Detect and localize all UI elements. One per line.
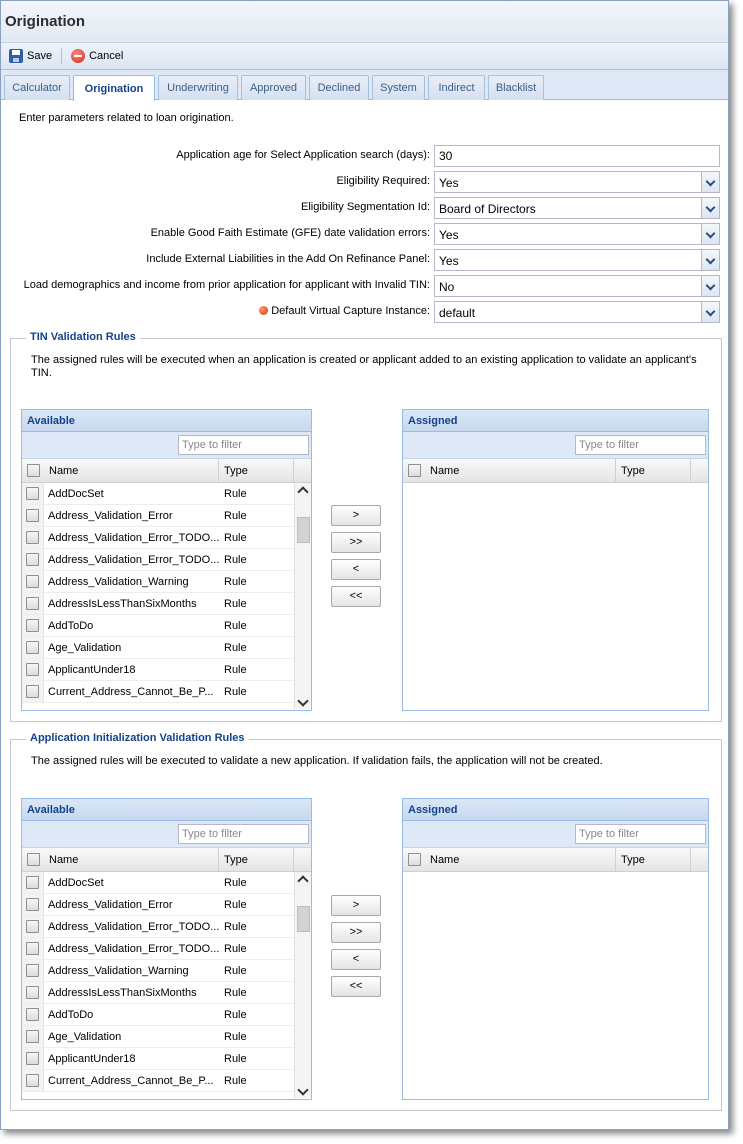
intro-text: Enter parameters related to loan origination.	[19, 112, 234, 124]
rule-name: Current_Address_Cannot_Be_P...	[48, 686, 214, 698]
row-checkbox-cell	[22, 505, 44, 526]
field-row-load-demographics	[1, 275, 728, 297]
row-checkbox-cell	[22, 982, 44, 1003]
row-checkbox[interactable]	[26, 641, 39, 654]
row-checkbox-cell	[22, 916, 44, 937]
eligibility-required-label: Eligibility Required:	[336, 175, 430, 187]
rule-type: Rule	[224, 532, 247, 544]
field-row-external-liabilities	[1, 249, 728, 271]
list-item[interactable]	[22, 916, 311, 938]
save-button[interactable]	[6, 47, 55, 65]
name-column-header[interactable]: Name	[425, 459, 616, 482]
toolbar-separator	[61, 48, 62, 64]
available-filter-input[interactable]	[178, 435, 309, 455]
available-panel-header: Available	[22, 799, 311, 821]
filter-bar	[22, 821, 311, 848]
rule-type: Rule	[224, 987, 247, 999]
init-validation-description: The assigned rules will be executed to validate a new application. If validation fails, the application will not be created.	[31, 755, 603, 767]
vertical-scrollbar[interactable]	[294, 483, 311, 709]
virtual-capture-select[interactable]	[434, 301, 720, 323]
eligibility-required-select[interactable]	[434, 171, 720, 193]
rule-name: Address_Validation_Warning	[48, 965, 189, 977]
tin-validation-group	[10, 331, 722, 722]
list-item[interactable]	[22, 593, 311, 615]
list-item[interactable]	[22, 894, 311, 916]
rule-name: AddressIsLessThanSixMonths	[48, 987, 197, 999]
cancel-label: Cancel	[89, 50, 124, 62]
row-checkbox[interactable]	[26, 531, 39, 544]
rule-type: Rule	[224, 1009, 247, 1021]
app-age-input[interactable]	[434, 145, 720, 167]
available-panel-header: Available	[22, 410, 311, 432]
gfe-validation-label: Enable Good Faith Estimate (GFE) date validation errors:	[150, 227, 430, 239]
row-checkbox-cell	[22, 1048, 44, 1069]
available-column-header	[22, 848, 311, 872]
row-checkbox-cell	[22, 938, 44, 959]
remove-rule-button[interactable]: <	[331, 949, 381, 970]
rule-name: AddressIsLessThanSixMonths	[48, 598, 197, 610]
chevron-down-icon	[706, 229, 716, 239]
virtual-capture-label: Default Virtual Capture Instance:	[271, 305, 430, 317]
row-checkbox[interactable]	[26, 964, 39, 977]
rule-name: Address_Validation_Error_TODO...	[48, 943, 220, 955]
rule-name: Age_Validation	[48, 1031, 122, 1043]
tab-approved[interactable]: Approved	[241, 75, 306, 100]
row-checkbox[interactable]	[26, 487, 39, 500]
tin-validation-legend: TIN Validation Rules	[26, 331, 140, 343]
assigned-column-header	[403, 848, 708, 872]
rule-type: Rule	[224, 965, 247, 977]
remove-all-rules-button[interactable]: <<	[331, 586, 381, 607]
init-available-panel	[21, 798, 312, 1100]
load-demographics-select[interactable]	[434, 275, 720, 297]
tab-bar	[1, 70, 728, 100]
available-rule-list	[22, 483, 311, 709]
scroll-up-icon[interactable]	[297, 486, 308, 497]
list-item[interactable]	[22, 1004, 311, 1026]
row-checkbox-cell	[22, 960, 44, 981]
row-checkbox[interactable]	[26, 663, 39, 676]
row-checkbox-cell	[22, 549, 44, 570]
init-validation-legend: Application Initialization Validation Rules	[26, 732, 249, 744]
row-checkbox[interactable]	[26, 1008, 39, 1021]
field-row-gfe-validation	[1, 223, 728, 245]
list-item[interactable]	[22, 938, 311, 960]
tab-calculator[interactable]: Calculator	[4, 75, 70, 100]
scroll-down-icon[interactable]	[297, 1084, 308, 1095]
row-checkbox-cell	[22, 637, 44, 658]
rule-name: Age_Validation	[48, 642, 122, 654]
scrollbar-thumb[interactable]	[297, 906, 310, 932]
row-checkbox[interactable]	[26, 1074, 39, 1087]
add-all-rules-button[interactable]: >>	[331, 922, 381, 943]
field-row-app-age	[1, 145, 728, 167]
rule-name: Address_Validation_Error_TODO...	[48, 921, 220, 933]
rule-type: Rule	[224, 642, 247, 654]
tab-declined[interactable]: Declined	[309, 75, 369, 100]
tab-indirect[interactable]: Indirect	[428, 75, 485, 100]
virtual-capture-dropdown-trigger[interactable]	[701, 302, 719, 322]
row-checkbox[interactable]	[26, 876, 39, 889]
row-checkbox[interactable]	[26, 942, 39, 955]
list-item[interactable]	[22, 872, 311, 894]
rule-name: ApplicantUnder18	[48, 1053, 136, 1065]
row-checkbox-cell	[22, 894, 44, 915]
rule-type: Rule	[224, 488, 247, 500]
chevron-down-icon	[706, 281, 716, 291]
rule-name: Address_Validation_Error	[48, 899, 173, 911]
row-checkbox[interactable]	[26, 553, 39, 566]
row-checkbox[interactable]	[26, 597, 39, 610]
gfe-validation-value: Yes	[439, 228, 459, 242]
list-item[interactable]	[22, 637, 311, 659]
load-demographics-dropdown-trigger[interactable]	[701, 276, 719, 296]
list-item[interactable]	[22, 1048, 311, 1070]
row-checkbox-cell	[22, 659, 44, 680]
external-liabilities-value: Yes	[439, 254, 459, 268]
rule-name: ApplicantUnder18	[48, 664, 136, 676]
name-column-header[interactable]: Name	[425, 848, 616, 871]
rule-name: AddToDo	[48, 1009, 94, 1021]
rule-type: Rule	[224, 921, 247, 933]
init-validation-group	[10, 732, 722, 1111]
tab-blacklist[interactable]: Blacklist	[488, 75, 544, 100]
row-checkbox-cell	[22, 872, 44, 893]
row-checkbox[interactable]	[26, 619, 39, 632]
tin-assigned-panel	[402, 409, 709, 711]
row-checkbox-cell	[22, 1070, 44, 1091]
row-checkbox-cell	[22, 527, 44, 548]
chevron-down-icon	[706, 203, 716, 213]
row-checkbox-cell	[22, 593, 44, 614]
list-item[interactable]	[22, 1070, 311, 1092]
list-item[interactable]	[22, 960, 311, 982]
type-column-header[interactable]: Type	[219, 459, 294, 482]
field-row-virtual-capture	[1, 301, 728, 323]
tab-system[interactable]: System	[372, 75, 425, 100]
select-all-checkbox[interactable]	[27, 853, 40, 866]
rule-name: Address_Validation_Error_TODO...	[48, 532, 220, 544]
eligibility-segmentation-value: Board of Directors	[439, 202, 536, 216]
list-item[interactable]	[22, 982, 311, 1004]
list-item[interactable]	[22, 483, 311, 505]
rule-type: Rule	[224, 877, 247, 889]
save-label: Save	[27, 50, 53, 62]
row-checkbox[interactable]	[26, 509, 39, 522]
rule-type: Rule	[224, 620, 247, 632]
tin-validation-description: The assigned rules will be executed when an application is created or applicant added to an existing application to validate an applicant's TIN.	[31, 354, 697, 379]
external-liabilities-label: Include External Liabilities in the Add On Refinance Panel:	[146, 253, 430, 265]
select-all-checkbox[interactable]	[27, 464, 40, 477]
available-column-header	[22, 459, 311, 483]
list-item[interactable]	[22, 1026, 311, 1048]
rule-type: Rule	[224, 1031, 247, 1043]
assigned-filter-input[interactable]	[575, 435, 706, 455]
row-checkbox-cell	[22, 615, 44, 636]
rule-type: Rule	[224, 664, 247, 676]
tin-available-panel	[21, 409, 312, 711]
filter-bar	[403, 821, 708, 848]
row-checkbox-cell	[22, 483, 44, 504]
cancel-icon	[71, 49, 85, 63]
rule-type: Rule	[224, 510, 247, 522]
available-filter-input[interactable]	[178, 824, 309, 844]
gfe-validation-dropdown-trigger[interactable]	[701, 224, 719, 244]
rule-type: Rule	[224, 899, 247, 911]
rule-name: AddToDo	[48, 620, 94, 632]
rule-type: Rule	[224, 1075, 247, 1087]
list-item[interactable]	[22, 615, 311, 637]
field-row-eligibility-required	[1, 171, 728, 193]
rule-type: Rule	[224, 554, 247, 566]
rule-name: AddDocSet	[48, 877, 104, 889]
list-item[interactable]	[22, 505, 311, 527]
list-item[interactable]	[22, 681, 311, 703]
eligibility-required-dropdown-trigger[interactable]	[701, 172, 719, 192]
assigned-panel-header: Assigned	[403, 410, 708, 432]
rule-type: Rule	[224, 943, 247, 955]
rule-type: Rule	[224, 686, 247, 698]
row-checkbox[interactable]	[26, 898, 39, 911]
title-bar	[1, 1, 728, 43]
tab-origination[interactable]: Origination	[73, 75, 155, 101]
rule-name: Address_Validation_Error_TODO...	[48, 554, 220, 566]
field-row-eligibility-segmentation	[1, 197, 728, 219]
row-checkbox[interactable]	[26, 1030, 39, 1043]
save-icon	[9, 49, 23, 63]
row-checkbox-cell	[22, 1004, 44, 1025]
rule-name: Current_Address_Cannot_Be_P...	[48, 1075, 214, 1087]
assigned-filter-input[interactable]	[575, 824, 706, 844]
rule-type: Rule	[224, 598, 247, 610]
list-item[interactable]	[22, 571, 311, 593]
tab-underwriting[interactable]: Underwriting	[158, 75, 238, 100]
external-liabilities-select[interactable]	[434, 249, 720, 271]
add-rule-button[interactable]: >	[331, 505, 381, 526]
eligibility-required-value: Yes	[439, 176, 459, 190]
add-all-rules-button[interactable]: >>	[331, 532, 381, 553]
available-rule-list	[22, 872, 311, 1098]
scroll-up-icon[interactable]	[297, 875, 308, 886]
eligibility-segmentation-label: Eligibility Segmentation Id:	[300, 201, 430, 213]
row-checkbox[interactable]	[26, 986, 39, 999]
external-liabilities-dropdown-trigger[interactable]	[701, 250, 719, 270]
filter-bar	[22, 432, 311, 459]
assigned-column-header	[403, 459, 708, 483]
remove-all-rules-button[interactable]: <<	[331, 976, 381, 997]
init-assigned-panel	[402, 798, 709, 1100]
list-item[interactable]	[22, 527, 311, 549]
select-all-checkbox[interactable]	[408, 853, 421, 866]
rule-type: Rule	[224, 576, 247, 588]
rule-name: Address_Validation_Warning	[48, 576, 189, 588]
name-column-header[interactable]: Name	[44, 848, 219, 871]
remove-rule-button[interactable]: <	[331, 559, 381, 580]
rule-type: Rule	[224, 1053, 247, 1065]
filter-bar	[403, 432, 708, 459]
required-indicator-icon	[259, 306, 268, 315]
select-all-checkbox[interactable]	[408, 464, 421, 477]
row-checkbox[interactable]	[26, 1052, 39, 1065]
list-item[interactable]	[22, 549, 311, 571]
row-checkbox-cell	[22, 1026, 44, 1047]
eligibility-segmentation-select[interactable]	[434, 197, 720, 219]
row-checkbox-cell	[22, 571, 44, 592]
row-checkbox[interactable]	[26, 575, 39, 588]
row-checkbox[interactable]	[26, 685, 39, 698]
rule-name: AddDocSet	[48, 488, 104, 500]
chevron-down-icon	[706, 255, 716, 265]
toolbar	[1, 43, 728, 70]
gfe-validation-select[interactable]	[434, 223, 720, 245]
chevron-down-icon	[706, 307, 716, 317]
row-checkbox-cell	[22, 681, 44, 702]
virtual-capture-label-wrap	[259, 305, 430, 317]
list-item[interactable]	[22, 659, 311, 681]
assigned-panel-header: Assigned	[403, 799, 708, 821]
row-checkbox[interactable]	[26, 920, 39, 933]
eligibility-segmentation-dropdown-trigger[interactable]	[701, 198, 719, 218]
cancel-button[interactable]	[68, 47, 126, 65]
add-rule-button[interactable]: >	[331, 895, 381, 916]
chevron-down-icon	[706, 177, 716, 187]
type-column-header[interactable]: Type	[219, 848, 294, 871]
scroll-down-icon[interactable]	[297, 695, 308, 706]
name-column-header[interactable]: Name	[44, 459, 219, 482]
app-age-label: Application age for Select Application search (days):	[176, 149, 430, 161]
virtual-capture-value: default	[439, 306, 476, 320]
scrollbar-thumb[interactable]	[297, 517, 310, 543]
load-demographics-label: Load demographics and income from prior application for applicant with Invalid TIN:	[23, 279, 430, 291]
type-column-header[interactable]: Type	[616, 459, 691, 482]
type-column-header[interactable]: Type	[616, 848, 691, 871]
load-demographics-value: No	[439, 280, 455, 294]
window-title: Origination	[5, 13, 85, 30]
vertical-scrollbar[interactable]	[294, 872, 311, 1098]
rule-name: Address_Validation_Error	[48, 510, 173, 522]
